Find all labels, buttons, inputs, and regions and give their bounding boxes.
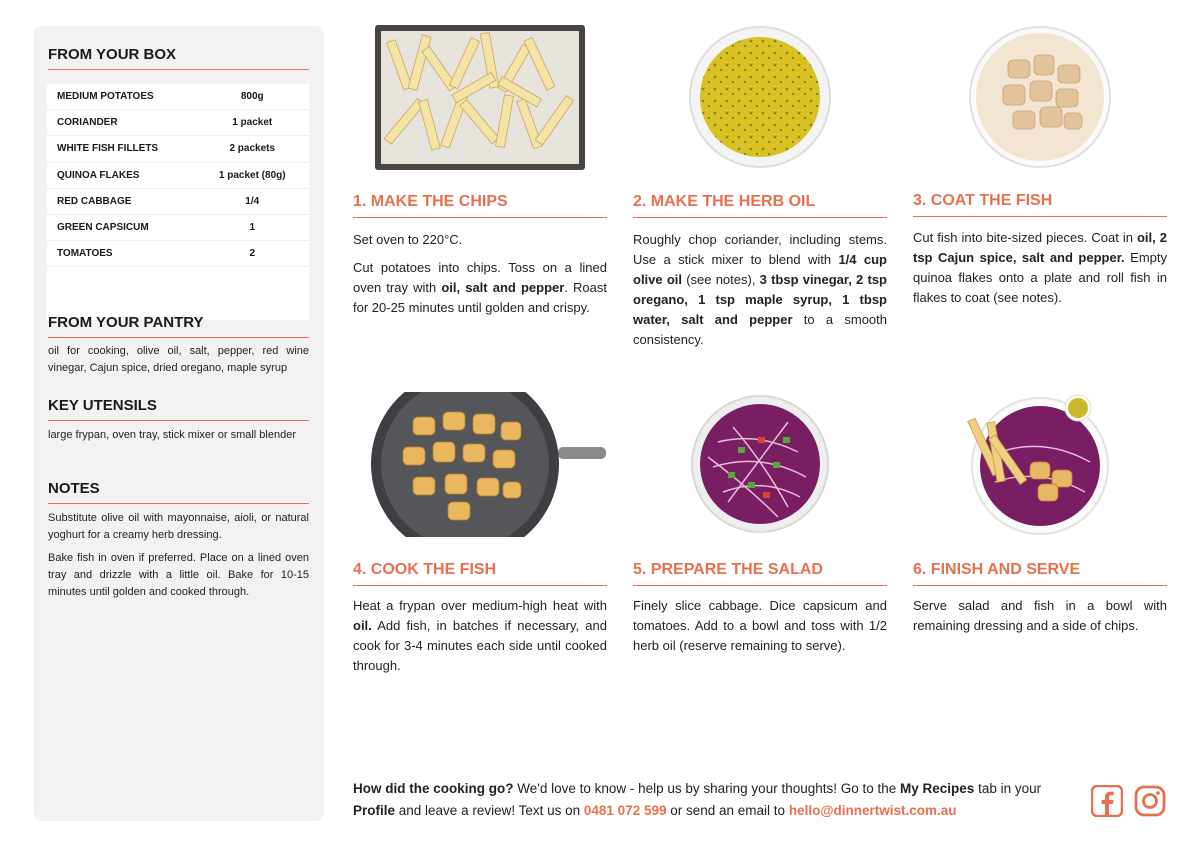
pantry-title: FROM YOUR PANTRY <box>48 314 309 338</box>
step-paragraph <box>353 258 607 318</box>
instruction-text: to a smooth consistency. <box>633 312 887 347</box>
step-3-instructions <box>913 228 1167 316</box>
step-6-instructions <box>913 596 1167 644</box>
note-1: Substitute olive oil with mayonnaise, aioli, or natural yoghurt for a creamy herb dressing. <box>48 512 309 541</box>
ingredient-name: MEDIUM POTATOES <box>57 91 154 103</box>
ingredient-quantity: 1 packet <box>232 117 273 129</box>
box-ingredient-row <box>47 136 309 162</box>
step-paragraph <box>353 230 607 250</box>
ingredient-quantity: 1/4 <box>245 195 260 207</box>
box-ingredient-row <box>47 189 309 215</box>
step-5-instructions <box>633 596 887 664</box>
step-2-title: 2. MAKE THE HERB OIL <box>633 193 887 218</box>
instruction-text: Empty quinoa flakes onto a plate and roll fish in flakes to coat (see notes). <box>913 250 1167 305</box>
chips-tray-photo <box>353 25 607 170</box>
ingredient-quantity: 800g <box>240 91 264 103</box>
box-ingredient-row <box>47 241 309 267</box>
step-2-instructions <box>633 230 887 358</box>
phone-number-link[interactable]: 0481 072 599 <box>583 803 667 818</box>
ingredient-name: CORIANDER <box>57 117 118 129</box>
notes-title: NOTES <box>48 480 309 504</box>
footer-text-segment: or send an email to <box>666 803 789 818</box>
ingredient-name: RED CABBAGE <box>57 195 132 207</box>
ingredients-sidebar <box>33 26 324 821</box>
instruction-text: Serve salad and fish in a bowl with remaining dressing and a side of chips. <box>913 598 1167 633</box>
footer-text-segment: We'd love to know - help us by sharing your thoughts! Go to the <box>513 781 901 796</box>
pantry-text: oil for cooking, olive oil, salt, pepper, red wine vinegar, Cajun spice, dried oregano, maple syrup <box>48 345 309 374</box>
step-1-instructions <box>353 230 607 326</box>
facebook-icon[interactable] <box>1091 785 1123 817</box>
ingredient-name: QUINOA FLAKES <box>57 169 140 181</box>
step-paragraph <box>633 596 887 656</box>
box-ingredient-row <box>47 84 309 110</box>
ingredient-name: GREEN CAPSICUM <box>57 222 149 234</box>
frypan-fish-photo <box>353 392 607 537</box>
footer-text-segment: How did the cooking go? <box>353 781 514 796</box>
coated-fish-plate-photo <box>913 25 1167 170</box>
step-4-title: 4. COOK THE FISH <box>353 561 607 586</box>
ingredient-quantity: 1 <box>249 222 256 234</box>
footer-text-segment: tab in your <box>974 781 1042 796</box>
bold-ingredient-text: oil, 2 tsp Cajun spice, salt and pepper. <box>913 230 1167 265</box>
step-6-title: 6. FINISH AND SERVE <box>913 561 1167 586</box>
instruction-text: Add fish, in batches if necessary, and cook for 3-4 minutes each side until cooked through. <box>353 618 607 673</box>
utensils-text: large frypan, oven tray, stick mixer or small blender <box>48 429 296 441</box>
instruction-text: Roughly chop coriander, including stems. Use a stick mixer to blend with <box>633 232 887 267</box>
box-ingredient-row <box>47 215 309 241</box>
note-2: Bake fish in oven if preferred. Place on a lined oven tray and drizzle with a little oil. Bake for 10-15 minutes until golden and cooked through. <box>48 552 309 598</box>
step-paragraph <box>353 596 607 676</box>
ingredient-name: TOMATOES <box>57 248 113 260</box>
step-paragraph <box>913 228 1167 308</box>
ingredient-name: WHITE FISH FILLETS <box>57 143 159 155</box>
box-ingredients-table <box>47 84 309 320</box>
email-link[interactable]: hello@dinnertwist.com.au <box>788 803 957 818</box>
footer-text-segment: and leave a review! Text us on <box>395 803 584 818</box>
instruction-text: Cut fish into bite-sized pieces. Coat in <box>913 230 1137 245</box>
instruction-text: Finely slice cabbage. Dice capsicum and tomatoes. Add to a bowl and toss with 1/2 herb oil (reserve remaining to serve). <box>633 598 887 653</box>
footer-text-segment: Profile <box>353 803 396 818</box>
footer-text-segment: My Recipes <box>900 781 975 796</box>
review-footer <box>353 778 1083 822</box>
finished-bowl-photo <box>913 392 1167 537</box>
utensils-title: KEY UTENSILS <box>48 397 309 421</box>
ingredient-quantity: 1 packet (80g) <box>218 169 286 181</box>
step-3-title: 3. COAT THE FISH <box>913 192 1167 217</box>
step-paragraph <box>913 596 1167 636</box>
step-paragraph <box>633 230 887 350</box>
bold-ingredient-text: 3 tbsp vinegar, 2 tsp oregano, 1 tsp maple syrup, 1 tbsp water, salt and pepper <box>633 272 887 327</box>
step-5-title: 5. PREPARE THE SALAD <box>633 561 887 586</box>
box-ingredient-row <box>47 110 309 136</box>
box-ingredient-row <box>47 163 309 189</box>
instruction-text: . Roast for 20-25 minutes until golden and crispy. <box>353 280 607 315</box>
instruction-text: Heat a frypan over medium-high heat with <box>353 598 607 613</box>
instagram-icon[interactable] <box>1134 785 1166 817</box>
herb-oil-bowl-photo <box>633 25 887 170</box>
ingredient-quantity: 2 packets <box>229 143 276 155</box>
ingredient-quantity: 2 <box>249 248 256 260</box>
notes-text <box>48 510 309 607</box>
bold-ingredient-text: 1/4 cup olive oil <box>633 252 888 287</box>
step-4-instructions <box>353 596 607 684</box>
instruction-text: Set oven to 220°C. <box>353 232 463 247</box>
instruction-text: Cut potatoes into chips. Toss on a lined oven tray with <box>353 260 607 295</box>
from-box-title: FROM YOUR BOX <box>48 46 309 70</box>
bold-ingredient-text: oil, salt and pepper <box>441 280 565 295</box>
instruction-text: (see notes), <box>682 272 760 287</box>
step-1-title: 1. MAKE THE CHIPS <box>353 193 607 218</box>
bold-ingredient-text: oil. <box>353 618 372 633</box>
salad-bowl-photo <box>633 392 887 537</box>
